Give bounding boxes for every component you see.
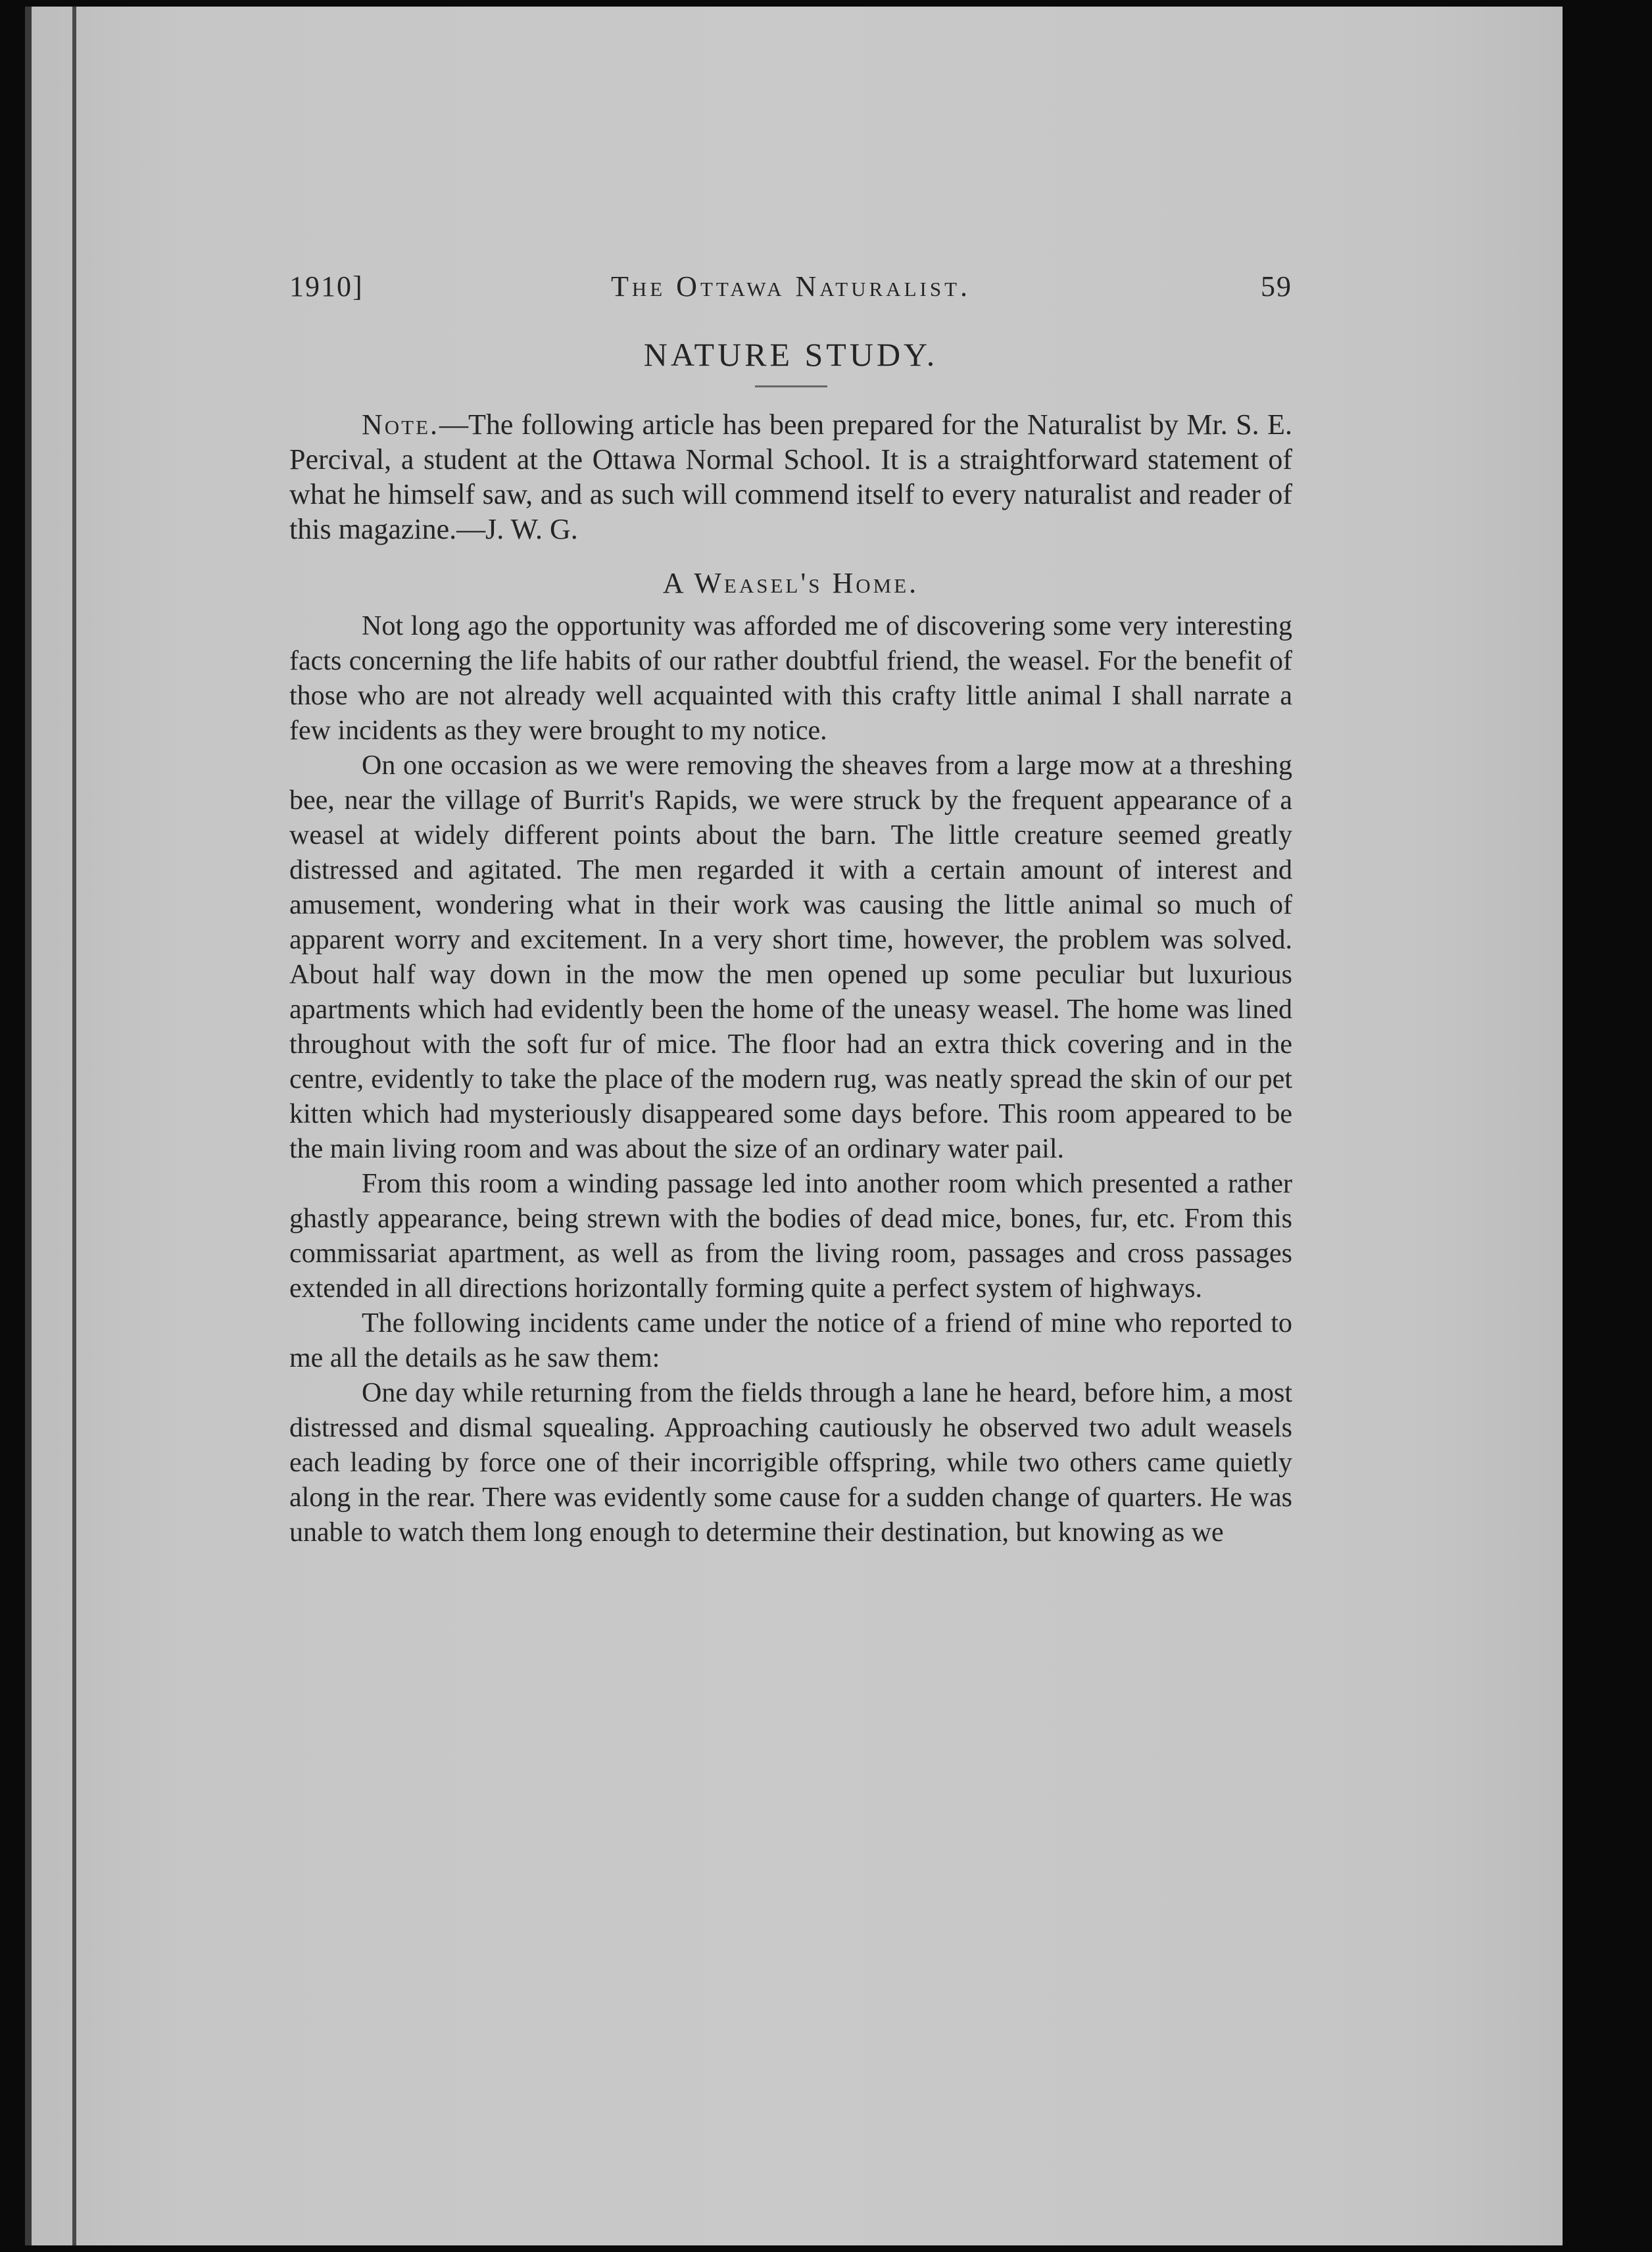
article-paragraph: One day while returning from the fields through a lane he heard, before him, a most distressed and dismal squealing. Approaching cautiously he observed two adult weasels each leading by force one of their incorrigible offspring, while two others came quietly along in the rear. There was evidently some cause for a sudden change of quarters. He was unable to watch them long enough to determine their destination, but knowing as we	[289, 1378, 1292, 1548]
editor-note	[289, 407, 1292, 547]
page-content	[289, 270, 1292, 1550]
note-label: Note.	[362, 408, 440, 441]
article-title: A Weasel's Home.	[662, 567, 919, 599]
page-number: 59	[1261, 270, 1292, 303]
running-head	[289, 270, 1292, 316]
header-year: 1910]	[289, 270, 364, 303]
article-paragraph: From this room a winding passage led into another room which presented a rather ghastly appearance, being strewn with the bodies of dead mice, bones, fur, etc. From this commissariat apartment, as well as from the living room, passages and cross passages extended in all directions horizontally forming quite a perfect system of highways.	[289, 1169, 1292, 1304]
article-paragraph: On one occasion as we were removing the sheaves from a large mow at a threshing bee, near the village of Burrit's Rapids, we were struck by the frequent appearance of a weasel at widely different points about the barn. The little creature seemed greatly distressed and agitated. The men regarded it with a certain amount of interest and amusement, wondering what in their work was causing the little animal so much of apparent worry and excitement. In a very short time, however, the problem was solved. About half way down in the mow the men opened up some peculiar but luxurious apartments which had evidently been the home of the uneasy weasel. The home was lined throughout with the soft fur of mice. The floor had an extra thick covering and in the centre, evidently to take the place of the modern rug, was neatly spread the skin of our pet kitten which had mysteriously disappeared some days before. This room appeared to be the main living room and was about the size of an ordinary water pail.	[289, 750, 1292, 1164]
title-rule	[755, 385, 827, 387]
note-text: —The following article has been prepared for the Naturalist by Mr. S. E. Percival, a student at the Ottawa Normal School. It is a straightforward statement of what he himself saw, and as such will commend itself to every naturalist and reader of this magazine.—J. W. G.	[289, 408, 1292, 545]
section-title: NATURE STUDY.	[643, 336, 938, 373]
journal-title: The Ottawa Naturalist.	[610, 270, 971, 303]
page-gutter-edge	[72, 7, 76, 2245]
article-paragraph: The following incidents came under the notice of a friend of mine who reported to me all the details as he saw them:	[289, 1308, 1292, 1373]
article-paragraph: Not long ago the opportunity was afforded me of discovering some very interesting facts concerning the life habits of our rather doubtful friend, the weasel. For the benefit of those who are not already well acquainted with this crafty little animal I shall narrate a few incidents as they were brought to my notice.	[289, 611, 1292, 746]
